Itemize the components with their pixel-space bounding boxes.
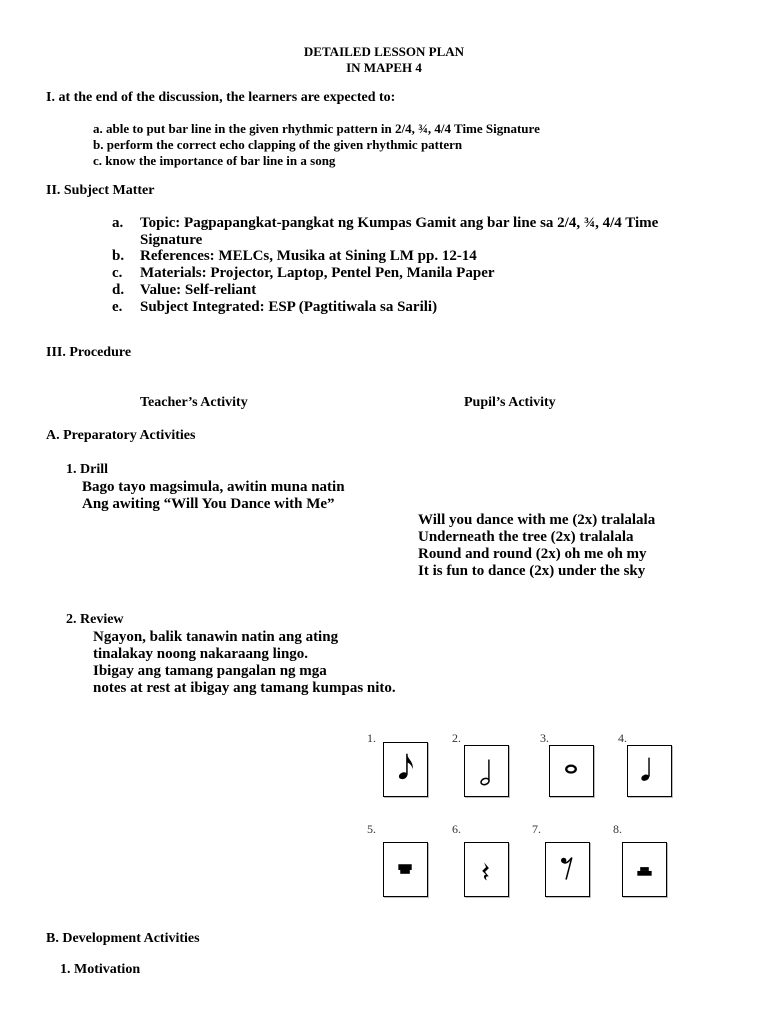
list-text: Value: Self-reliant: [140, 282, 257, 298]
list-marker: d.: [112, 282, 125, 298]
list-marker: a.: [112, 215, 124, 231]
drill-instructions: [82, 479, 345, 513]
whole-rest-icon: [383, 842, 428, 897]
subject-matter-heading: II. Subject Matter: [46, 183, 155, 198]
symbol-number: 3.: [540, 731, 549, 745]
drill-line: Ang awiting “Will You Dance with Me”: [82, 496, 335, 512]
review-line: notes at rest at ibigay ang tamang kumpas nito.: [93, 680, 396, 696]
half-rest-icon: [622, 842, 667, 897]
section-b-heading: B. Development Activities: [46, 931, 200, 946]
list-text: Subject Integrated: ESP (Pagtitiwala sa Sarili): [140, 299, 438, 315]
review-line: tinalakay noong nakaraang lingo.: [93, 646, 309, 662]
list-marker: e.: [112, 299, 123, 315]
whole-note-icon: [549, 745, 594, 797]
list-marker: c.: [112, 265, 123, 281]
song-lyrics: [418, 512, 655, 580]
review-line: Ngayon, balik tanawin natin ang ating: [93, 629, 339, 645]
procedure-heading: III. Procedure: [46, 345, 132, 360]
lyric-line: Round and round (2x) oh me oh my: [418, 546, 647, 562]
lyric-line: Underneath the tree (2x) tralalala: [418, 529, 634, 545]
quarter-rest-icon: [464, 842, 509, 897]
symbol-number: 7.: [532, 822, 541, 836]
drill-line: Bago tayo magsimula, awitin muna natin: [82, 479, 345, 495]
half-note-icon: [464, 745, 509, 797]
objectives-heading: I. at the end of the discussion, the learners are expected to:: [46, 90, 396, 105]
list-marker: b.: [112, 248, 125, 264]
lyric-line: Will you dance with me (2x) tralalala: [418, 512, 656, 528]
pupil-activity-column-header: Pupil’s Activity: [464, 395, 556, 410]
objective-item: b. perform the correct echo clapping of the given rhythmic pattern: [93, 137, 463, 152]
symbol-number: 5.: [367, 822, 376, 836]
list-text: Topic: Pagpapangkat-pangkat ng Kumpas Gamit ang bar line sa 2/4, ¾, 4/4 Time Signature: [140, 215, 659, 248]
lyric-line: It is fun to dance (2x) under the sky: [418, 563, 646, 579]
motivation-heading: 1. Motivation: [60, 962, 141, 977]
eighth-note-icon: [383, 742, 428, 797]
page-title: DETAILED LESSON PLAN: [303, 44, 465, 59]
drill-heading: 1. Drill: [66, 462, 108, 477]
quarter-note-icon: [627, 745, 672, 797]
objective-item: c. know the importance of bar line in a song: [93, 153, 336, 168]
objective-item: a. able to put bar line in the given rhythmic pattern in 2/4, ¾, 4/4 Time Signature: [93, 121, 540, 136]
list-text: References: MELCs, Musika at Sining LM pp. 12-14: [140, 248, 477, 264]
review-heading: 2. Review: [66, 612, 124, 627]
review-line: Ibigay ang tamang pangalan ng mga: [93, 663, 327, 679]
symbol-number: 4.: [618, 731, 627, 745]
symbol-number: 1.: [367, 731, 376, 745]
symbol-number: 6.: [452, 822, 461, 836]
page-subtitle: IN MAPEH 4: [346, 60, 422, 75]
section-a-heading: A. Preparatory Activities: [46, 428, 196, 443]
symbol-number: 8.: [613, 822, 622, 836]
review-instructions: [93, 629, 396, 697]
list-text: Materials: Projector, Laptop, Pentel Pen, Manila Paper: [140, 265, 495, 281]
symbol-number: 2.: [452, 731, 461, 745]
eighth-rest-icon: [545, 842, 590, 897]
teacher-activity-column-header: Teacher’s Activity: [140, 395, 248, 410]
